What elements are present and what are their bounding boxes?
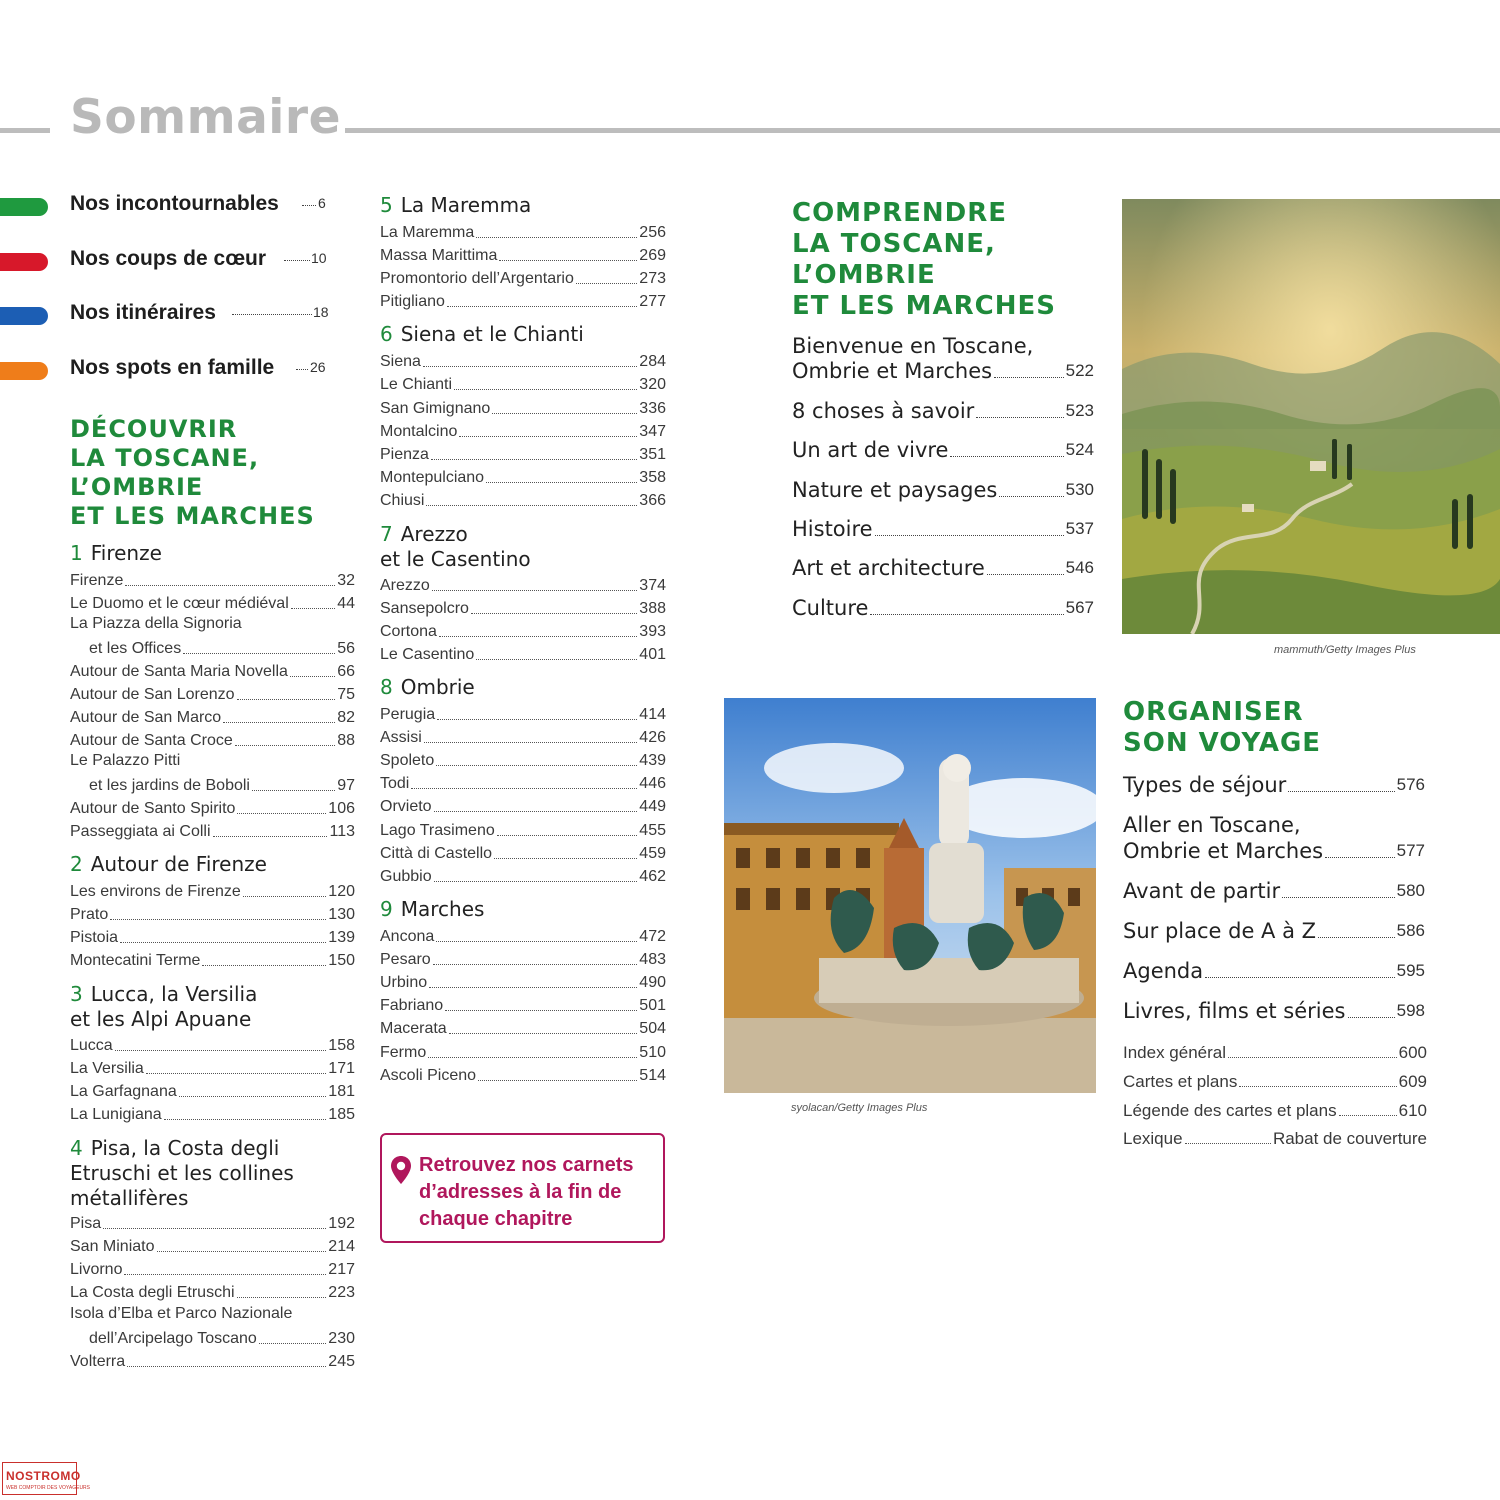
chapter-heading-4[interactable]: 4 Pisa, la Costa degli Etruschi et les collines métallifères	[70, 1136, 294, 1210]
toc-entry[interactable]: Légende des cartes et plans 610	[1123, 1101, 1427, 1120]
toc-entry-line1[interactable]: Aller en Toscane,	[1123, 813, 1301, 837]
chapter-heading-6[interactable]: 6 Siena et le Chianti	[380, 322, 584, 346]
toc-entry-line1[interactable]: La Piazza della Signoria	[70, 615, 242, 632]
chapter-heading-8[interactable]: 8 Ombrie	[380, 675, 475, 699]
toc-entry[interactable]: Gubbio 462	[380, 868, 666, 885]
orange-tab-marker	[0, 362, 48, 380]
toc-entry[interactable]: Passeggiata ai Colli 113	[70, 823, 355, 840]
toc-entry[interactable]: Nature et paysages 530	[792, 478, 1094, 502]
fountain-photo	[724, 698, 1096, 1093]
chapter-heading-1[interactable]: 1 Firenze	[70, 541, 162, 565]
toc-entry[interactable]: Cartes et plans 609	[1123, 1072, 1427, 1091]
toc-entry[interactable]: Livres, films et séries 598	[1123, 999, 1425, 1023]
toc-entry[interactable]: Massa Marittima 269	[380, 247, 666, 264]
toc-entry[interactable]: La Maremma 256	[380, 224, 666, 241]
toc-entry[interactable]: Le Duomo et le cœur médiéval 44	[70, 595, 355, 612]
toc-entry[interactable]: Autour de Santa Croce 88	[70, 732, 355, 749]
section-heading-organiser: ORGANISER SON VOYAGE	[1123, 697, 1322, 758]
toc-entry-line1[interactable]: Isola d’Elba et Parco Nazionale	[70, 1305, 293, 1322]
photo-credit: syolacan/Getty Images Plus	[791, 1102, 928, 1114]
toc-entry[interactable]: Montecatini Terme 150	[70, 952, 355, 969]
toc-entry[interactable]: Autour de Santa Maria Novella 66	[70, 663, 355, 680]
toc-entry[interactable]: Macerata 504	[380, 1020, 666, 1037]
toc-entry-line1[interactable]: Bienvenue en Toscane,	[792, 334, 1034, 358]
highlight-spots-famille[interactable]	[0, 342, 350, 398]
toc-entry[interactable]: Sur place de A à Z 586	[1123, 919, 1425, 943]
leader-dots	[302, 205, 316, 206]
toc-entry[interactable]: et les Offices 56	[89, 640, 355, 657]
toc-entry[interactable]: Autour de Santo Spirito 106	[70, 800, 355, 817]
toc-entry[interactable]: Un art de vivre 524	[792, 438, 1094, 462]
toc-entry[interactable]: Pisa 192	[70, 1215, 355, 1232]
toc-entry[interactable]: Ombrie et Marches 577	[1123, 839, 1425, 863]
toc-entry[interactable]: Fermo 510	[380, 1044, 666, 1061]
toc-entry[interactable]: Les environs de Firenze 120	[70, 883, 355, 900]
toc-entry[interactable]: Pitigliano 277	[380, 293, 666, 310]
toc-entry[interactable]: Autour de San Lorenzo 75	[70, 686, 355, 703]
toc-entry[interactable]: Firenze 32	[70, 572, 355, 589]
tuscany-landscape-photo	[1122, 199, 1500, 634]
toc-entry[interactable]: Orvieto 449	[380, 798, 666, 815]
chapter-heading-2[interactable]: 2 Autour de Firenze	[70, 852, 267, 876]
toc-entry[interactable]: Todi 446	[380, 775, 666, 792]
toc-entry[interactable]: Pienza 351	[380, 446, 666, 463]
toc-entry[interactable]: San Gimignano 336	[380, 400, 666, 417]
toc-entry[interactable]: Livorno 217	[70, 1261, 355, 1278]
toc-entry[interactable]: Montalcino 347	[380, 423, 666, 440]
toc-entry[interactable]: Lexique Rabat de couverture	[1123, 1129, 1427, 1148]
map-pin-icon	[390, 1155, 412, 1185]
highlight-page: 26	[310, 359, 326, 375]
highlight-page: 6	[318, 195, 326, 211]
highlight-incontournables[interactable]	[0, 178, 350, 234]
leader-dots	[232, 314, 312, 315]
toc-entry[interactable]: La Costa degli Etruschi 223	[70, 1284, 355, 1301]
toc-entry[interactable]: La Garfagnana 181	[70, 1083, 355, 1100]
highlight-label: Nos incontournables	[70, 192, 279, 215]
toc-entry[interactable]: dell’Arcipelago Toscano 230	[89, 1330, 355, 1347]
callout-text: Retrouvez nos carnets d’adresses à la fin de chaque chapitre	[419, 1154, 634, 1230]
red-tab-marker	[0, 253, 48, 271]
toc-entry[interactable]: Volterra 245	[70, 1353, 355, 1370]
title-rule-right	[345, 128, 1500, 133]
chapter-heading-9[interactable]: 9 Marches	[380, 897, 485, 921]
page-title: Sommaire	[70, 90, 341, 145]
toc-entry[interactable]: La Versilia 171	[70, 1060, 355, 1077]
leader-dots	[284, 260, 310, 261]
toc-entry[interactable]: Prato 130	[70, 906, 355, 923]
toc-entry[interactable]: 8 choses à savoir 523	[792, 399, 1094, 423]
toc-entry[interactable]: Cortona 393	[380, 623, 666, 640]
toc-entry[interactable]: Perugia 414	[380, 706, 666, 723]
chapter-heading-5[interactable]: 5 La Maremma	[380, 193, 532, 217]
toc-entry[interactable]: Lago Trasimeno 455	[380, 822, 666, 839]
title-rule-left	[0, 128, 50, 133]
toc-entry[interactable]: Spoleto 439	[380, 752, 666, 769]
highlight-page: 10	[311, 250, 327, 266]
toc-entry-line1[interactable]: Le Palazzo Pitti	[70, 752, 181, 769]
address-book-callout	[380, 1133, 665, 1243]
toc-entry[interactable]: et les jardins de Boboli 97	[89, 777, 355, 794]
green-tab-marker	[0, 198, 48, 216]
leader-dots	[296, 369, 308, 370]
toc-entry[interactable]: Urbino 490	[380, 974, 666, 991]
toc-entry[interactable]: Lucca 158	[70, 1037, 355, 1054]
highlight-label: Nos spots en famille	[70, 356, 275, 379]
highlight-itineraires[interactable]	[0, 287, 350, 343]
toc-entry[interactable]: Agenda 595	[1123, 959, 1425, 983]
toc-entry[interactable]: Histoire 537	[792, 517, 1094, 541]
toc-entry[interactable]: Types de séjour 576	[1123, 773, 1425, 797]
toc-entry[interactable]: Arezzo 374	[380, 577, 666, 594]
toc-entry[interactable]: Promontorio dell’Argentario 273	[380, 270, 666, 287]
toc-entry[interactable]: Ombrie et Marches 522	[792, 359, 1094, 383]
nostromo-logo: NOSTROMO WEB COMPTOIR DES VOYAGEURS	[2, 1462, 77, 1495]
toc-entry[interactable]: Le Chianti 320	[380, 376, 666, 393]
toc-entry[interactable]: Siena 284	[380, 353, 666, 370]
chapter-heading-3[interactable]: 3 Lucca, la Versilia et les Alpi Apuane	[70, 982, 258, 1031]
blue-tab-marker	[0, 307, 48, 325]
toc-entry[interactable]: La Lunigiana 185	[70, 1106, 355, 1123]
photo-credit: mammuth/Getty Images Plus	[1274, 644, 1416, 656]
highlight-page: 18	[313, 304, 329, 320]
toc-entry[interactable]: Culture 567	[792, 596, 1094, 620]
toc-entry[interactable]: Chiusi 366	[380, 492, 666, 509]
toc-entry[interactable]: Assisi 426	[380, 729, 666, 746]
toc-entry[interactable]: Avant de partir 580	[1123, 879, 1425, 903]
toc-entry[interactable]: Montepulciano 358	[380, 469, 666, 486]
highlight-label: Nos coups de cœur	[70, 247, 267, 270]
section-heading-decouvrir: DÉCOUVRIR LA TOSCANE, L’OMBRIE ET LES MARCHES	[70, 415, 315, 530]
toc-entry[interactable]: Le Casentino 401	[380, 646, 666, 663]
toc-entry[interactable]: Pesaro 483	[380, 951, 666, 968]
toc-entry[interactable]: Sansepolcro 388	[380, 600, 666, 617]
toc-entry[interactable]: Ascoli Piceno 514	[380, 1067, 666, 1084]
toc-entry[interactable]: Città di Castello 459	[380, 845, 666, 862]
toc-entry[interactable]: San Miniato 214	[70, 1238, 355, 1255]
toc-entry[interactable]: Art et architecture 546	[792, 556, 1094, 580]
toc-entry[interactable]: Fabriano 501	[380, 997, 666, 1014]
toc-entry[interactable]: Ancona 472	[380, 928, 666, 945]
toc-entry[interactable]: Autour de San Marco 82	[70, 709, 355, 726]
section-heading-comprendre: COMPRENDRE LA TOSCANE, L’OMBRIE ET LES MARCHES	[792, 198, 1056, 321]
chapter-heading-7[interactable]: 7 Arezzo et le Casentino	[380, 522, 531, 571]
toc-entry[interactable]: Index général 600	[1123, 1043, 1427, 1062]
highlight-label: Nos itinéraires	[70, 301, 216, 324]
highlight-coups-de-coeur[interactable]	[0, 233, 350, 289]
toc-entry[interactable]: Pistoia 139	[70, 929, 355, 946]
